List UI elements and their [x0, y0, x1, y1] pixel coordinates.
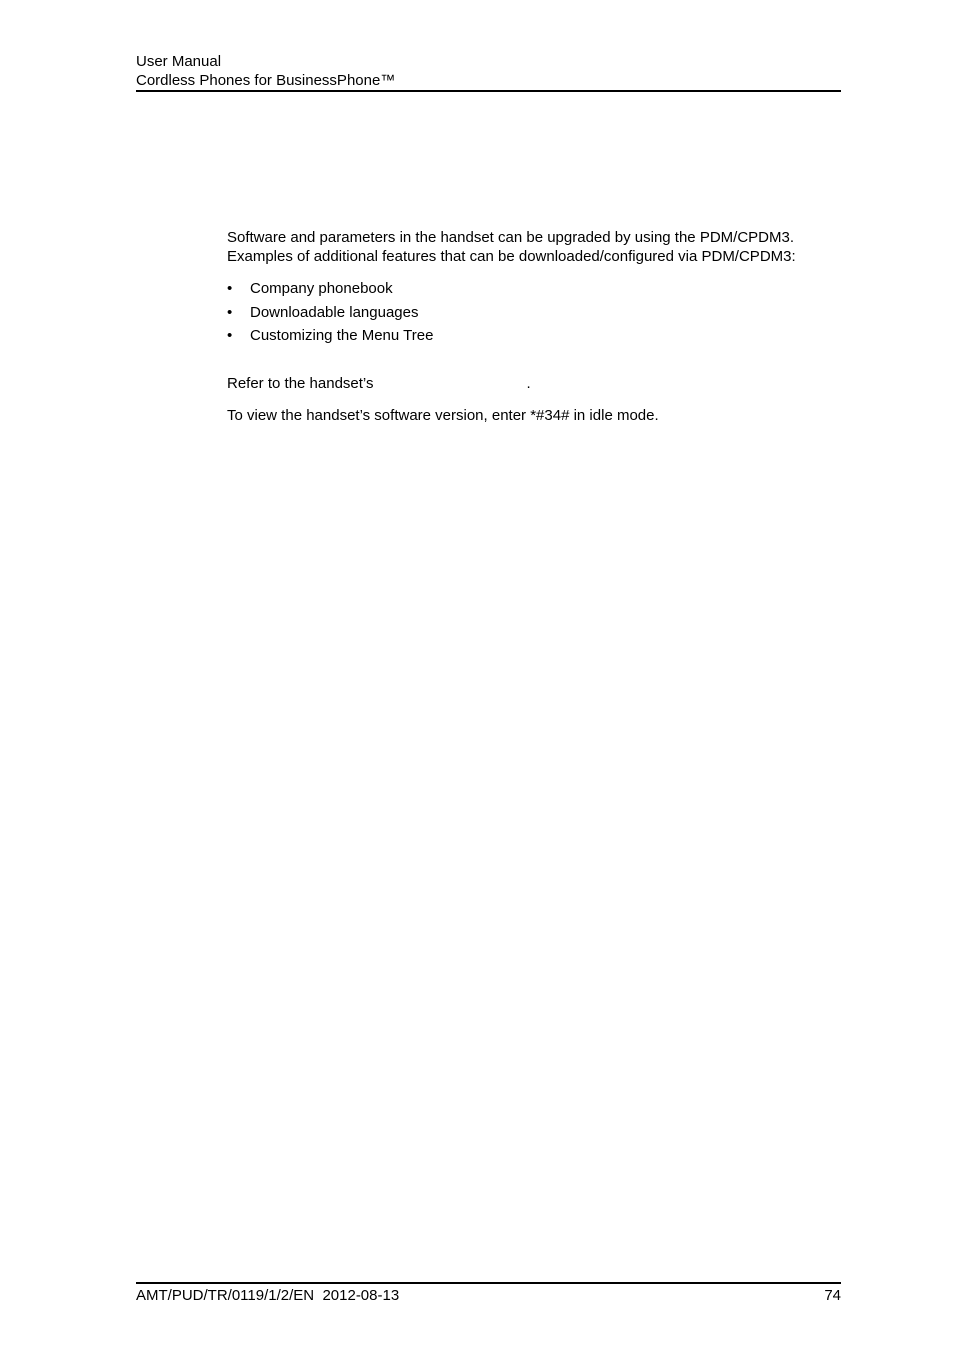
header-divider: [136, 90, 841, 92]
page-header: [136, 52, 841, 90]
header-document-type: User Manual: [136, 53, 222, 70]
intro-paragraph: [227, 228, 847, 266]
header-document-title: Cordless Phones for BusinessPhone™: [136, 72, 396, 89]
footer-divider: [136, 1282, 841, 1284]
feature-list: [227, 279, 847, 350]
refer-paragraph: [227, 374, 847, 393]
list-item: [227, 279, 847, 303]
intro-line-1: Software and parameters in the handset can be upgraded by using the PDM/CPDM3.: [227, 229, 794, 246]
bullet-icon: •: [227, 303, 233, 321]
bullet-icon: •: [227, 327, 233, 344]
bullet-icon: •: [227, 280, 233, 297]
list-item-label: Company phonebook: [250, 280, 393, 297]
document-id: AMT/PUD/TR/0119/1/2/EN 2012-08-13: [136, 1287, 400, 1304]
refer-end: .: [526, 374, 531, 392]
version-paragraph: To view the handset’s software version, enter *#34# in idle mode.: [227, 406, 659, 424]
page-body: [227, 228, 847, 425]
list-item: [227, 326, 847, 350]
list-item: [227, 303, 847, 327]
list-item-label: Downloadable languages: [250, 303, 419, 321]
refer-text: Refer to the handset’s: [227, 374, 374, 392]
intro-line-2: Examples of additional features that can be downloaded/configured via PDM/CPDM3:: [227, 248, 796, 265]
list-item-label: Customizing the Menu Tree: [250, 327, 434, 344]
page-number: 74: [824, 1287, 841, 1304]
